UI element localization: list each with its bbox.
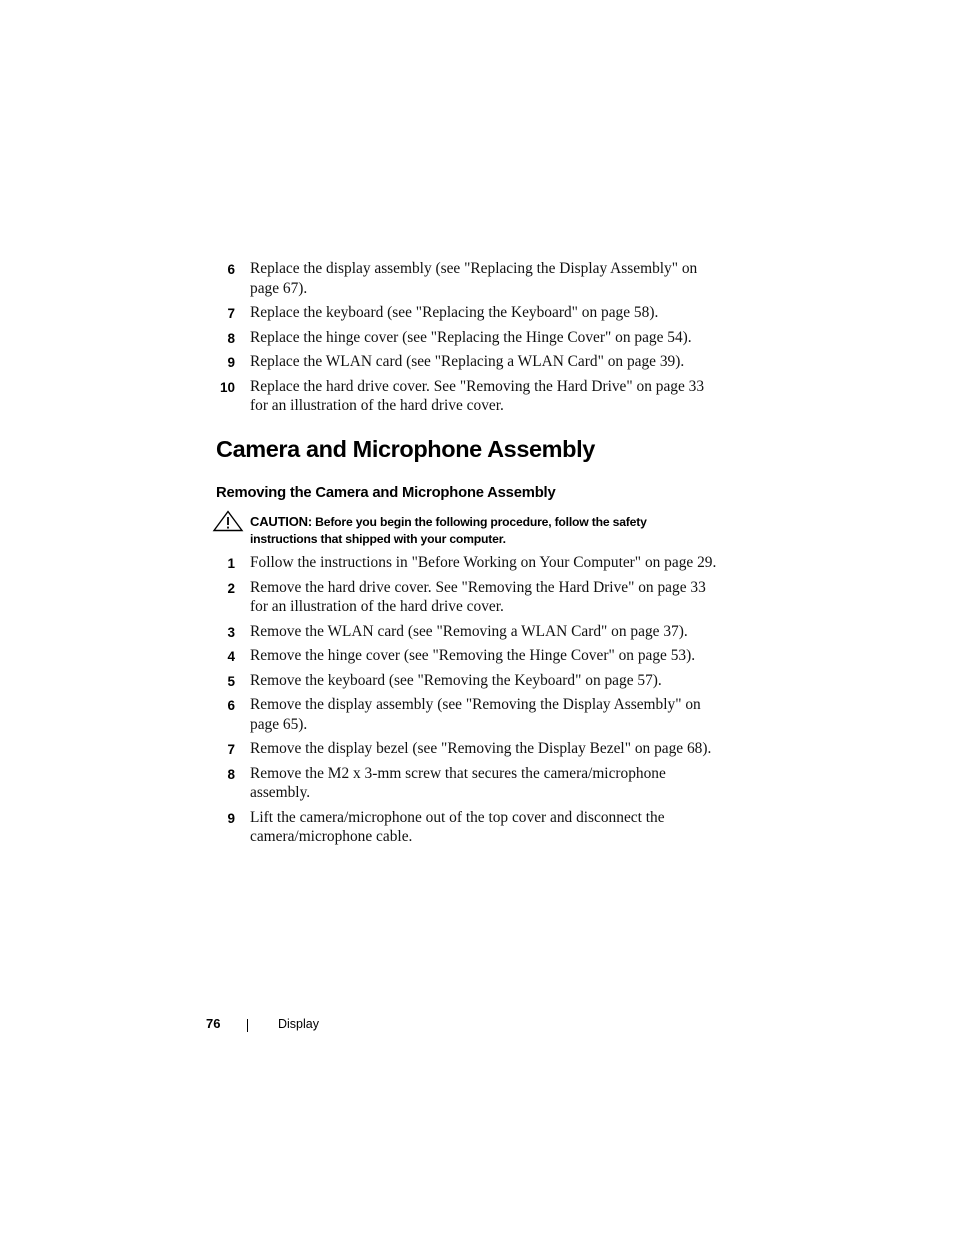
step-number: 7: [227, 306, 235, 321]
list-item: [216, 328, 736, 348]
step-text: Replace the display assembly (see "Replacing the Display Assembly" on page 67).: [250, 260, 698, 297]
step-number: 10: [219, 379, 235, 395]
list-item: [216, 646, 736, 666]
step-number: 2: [227, 580, 235, 596]
step-text: Remove the WLAN card (see "Removing a WLAN Card" on page 37).: [250, 622, 688, 640]
section-title: Camera and Microphone Assembly: [216, 436, 595, 462]
step-text: Replace the WLAN card (see "Replacing a WLAN Card" on page 39).: [250, 353, 685, 370]
list-item: [216, 622, 736, 642]
page-number: 76: [206, 1016, 221, 1031]
list-item: [216, 764, 736, 803]
step-number: 6: [227, 698, 235, 713]
list-item: [216, 578, 736, 617]
step-text: Replace the hard drive cover. See "Removing the Hard Drive" on page 33 for an illustration of the hard drive cover.: [250, 377, 705, 414]
step-number: 8: [227, 330, 235, 346]
step-number: 3: [227, 624, 235, 640]
step-text: Follow the instructions in "Before Working on Your Computer" on page 29.: [250, 554, 717, 571]
warning-triangle-icon: [212, 510, 244, 532]
step-number: 8: [227, 766, 235, 782]
step-number: 9: [227, 355, 235, 370]
list-item: [216, 739, 736, 759]
footer-divider: [247, 1019, 248, 1032]
step-text: Replace the hinge cover (see "Replacing the Hinge Cover" on page 54).: [250, 328, 692, 346]
list-item: [216, 377, 736, 416]
caution-label: CAUTION:: [250, 514, 312, 529]
step-text: Remove the hinge cover (see "Removing the Hinge Cover" on page 53).: [250, 647, 696, 664]
step-text: Remove the display bezel (see "Removing the Display Bezel" on page 68).: [250, 740, 712, 757]
page-footer: [0, 1014, 954, 1036]
step-text: Remove the M2 x 3-mm screw that secures the camera/microphone assembly.: [250, 764, 666, 801]
step-number: 7: [227, 742, 235, 757]
step-number: 4: [227, 649, 235, 664]
step-text: Replace the keyboard (see "Replacing the Keyboard" on page 58).: [250, 304, 659, 321]
step-number: 5: [227, 673, 235, 689]
step-number: 1: [227, 556, 235, 571]
caution-text: Before you begin the following procedure, follow the safety instructions that shipped with your computer.: [250, 515, 647, 546]
step-number: 9: [227, 810, 235, 826]
subsection-title: Removing the Camera and Microphone Assembly: [216, 485, 556, 501]
step-text: Remove the display assembly (see "Removing the Display Assembly" on page 65).: [250, 696, 701, 733]
list-item: [216, 259, 736, 298]
step-text: Remove the hard drive cover. See "Removing the Hard Drive" on page 33 for an illustration of the hard drive cover.: [250, 578, 706, 615]
list-item: [216, 553, 736, 573]
chapter-name: Display: [278, 1017, 319, 1031]
step-number: 6: [227, 262, 235, 277]
caution-text-block: [250, 513, 700, 548]
list-item: [216, 808, 736, 847]
replacement-steps-list: [216, 259, 736, 421]
list-item: [216, 303, 736, 323]
removal-steps-list: [216, 553, 736, 852]
list-item: [216, 352, 736, 372]
list-item: [216, 671, 736, 691]
list-item: [216, 695, 736, 734]
step-text: Lift the camera/microphone out of the top cover and disconnect the camera/microphone cable.: [250, 808, 665, 845]
step-text: Remove the keyboard (see "Removing the Keyboard" on page 57).: [250, 671, 662, 689]
